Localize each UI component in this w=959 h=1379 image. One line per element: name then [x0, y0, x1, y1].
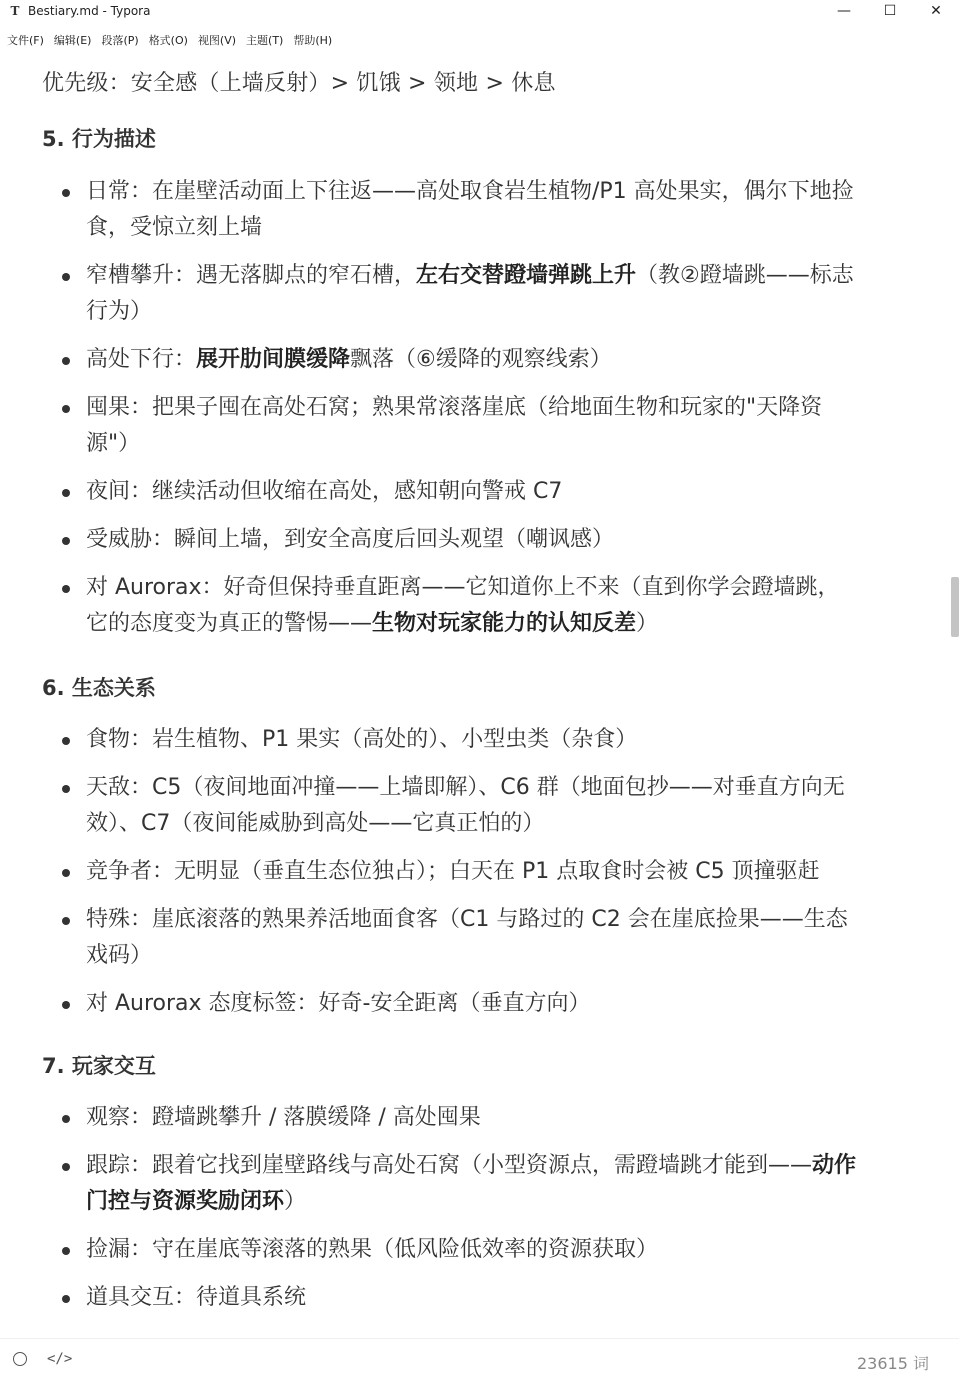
text-run: 对 Aurorax 态度标签：好奇-安全距离（垂直方向） — [86, 991, 591, 1016]
bold-text: 左右交替蹬墙弹跳上升 — [416, 263, 637, 288]
status-bar — [0, 1338, 959, 1379]
source-code-toggle-icon[interactable]: </> — [47, 1351, 73, 1367]
list-item — [0, 722, 900, 758]
bold-text: 动作门控与资源奖励闭环 — [86, 1153, 857, 1214]
list-item — [0, 902, 900, 974]
text-run: ） — [284, 1189, 307, 1214]
text-run: 天敌：C5（夜间地面冲撞——上墙即解）、C6 群（地面包抄——对垂直方向无效）、C7（夜间能威胁到高处——它真正怕的） — [86, 775, 845, 836]
list-item — [0, 570, 900, 642]
typora-logo-icon: T — [10, 4, 20, 18]
list-item — [0, 854, 900, 890]
menu-theme[interactable]: 主题(T) — [246, 34, 284, 47]
text-run: 高处下行： — [86, 347, 197, 372]
priority-line: 优先级：安全感（上墙反射）> 饥饿 > 领地 > 休息 — [42, 71, 556, 96]
minimize-button[interactable]: — — [837, 3, 851, 19]
text-run: 窄槽攀升：遇无落脚点的窄石槽， — [86, 263, 417, 288]
text-run: 食物：岩生植物、P1 果实（高处的）、小型虫类（杂食） — [86, 727, 638, 752]
section-heading: 5. 行为描述 — [42, 127, 156, 151]
text-run: 捡漏：守在崖底等滚落的熟果（低风险低效率的资源获取） — [86, 1237, 659, 1262]
menu-view[interactable]: 视图(V) — [197, 34, 237, 47]
close-button[interactable]: ✕ — [930, 3, 942, 19]
window-title: Bestiary.md - Typora — [28, 4, 151, 18]
text-run: 特殊：崖底滚落的熟果养活地面食客（C1 与路过的 C2 会在崖底捡果——生态戏码） — [86, 907, 848, 968]
circle-icon[interactable] — [13, 1352, 27, 1366]
text-run: 道具交互：待道具系统 — [86, 1285, 307, 1310]
list-item — [0, 1232, 900, 1268]
scrollbar-thumb[interactable] — [951, 577, 959, 637]
menu-paragraph[interactable]: 段落(P) — [101, 34, 139, 47]
maximize-button[interactable]: ☐ — [883, 3, 897, 19]
list-item — [0, 522, 900, 558]
list-item — [0, 390, 900, 462]
list-item — [0, 986, 900, 1022]
section-list — [0, 1100, 900, 1328]
section-heading: 7. 玩家交互 — [42, 1054, 156, 1078]
menu-bar — [0, 30, 959, 50]
list-item — [0, 1280, 900, 1316]
editor-content[interactable] — [0, 56, 940, 1336]
text-run: 跟踪：跟着它找到崖壁路线与高处石窝（小型资源点，需蹬墙跳才能到—— — [86, 1153, 813, 1178]
text-run: 囤果：把果子囤在高处石窝；熟果常滚落崖底（给地面生物和玩家的"天降资源"） — [86, 395, 823, 456]
section-list — [0, 722, 900, 1034]
bold-text: 展开肋间膜缓降 — [196, 347, 351, 372]
text-run: 夜间：继续活动但收缩在高处，感知朝向警戒 C7 — [86, 479, 563, 504]
section-heading: 6. 生态关系 — [42, 676, 156, 700]
text-run: 对 Aurorax：好奇但保持垂直距离——它知道你上不来（直到你学会蹬墙跳，它的态度变为真正的警惕—— — [86, 575, 840, 636]
text-run: 观察：蹬墙跳攀升 / 落膜缓降 / 高处囤果 — [86, 1105, 481, 1130]
menu-file[interactable]: 文件(F) — [7, 34, 44, 47]
text-run: （教②蹬墙跳——标志行为） — [86, 263, 854, 324]
list-item — [0, 1148, 900, 1220]
list-item — [0, 1100, 900, 1136]
bold-text: 生物对玩家能力的认知反差 — [372, 611, 637, 636]
word-count[interactable]: 23615 词 — [857, 1354, 929, 1373]
menu-help[interactable]: 帮助(H) — [293, 34, 333, 47]
list-item — [0, 342, 900, 378]
section-list — [0, 174, 900, 654]
menu-edit[interactable]: 编辑(E) — [53, 34, 92, 47]
window-controls — [821, 0, 959, 22]
text-run: 竞争者：无明显（垂直生态位独占）；白天在 P1 点取食时会被 C5 顶撞驱赶 — [86, 859, 820, 884]
text-run: 飘落（⑥缓降的观察线索） — [350, 347, 612, 372]
text-run: ） — [636, 611, 659, 636]
list-item — [0, 174, 900, 246]
text-run: 日常：在崖壁活动面上下往返——高处取食岩生植物/P1 高处果实，偶尔下地捡食，受惊立刻上墙 — [86, 179, 854, 240]
list-item — [0, 474, 900, 510]
menu-format[interactable]: 格式(O) — [148, 34, 188, 47]
list-item — [0, 258, 900, 330]
list-item — [0, 770, 900, 842]
text-run: 受威胁：瞬间上墙，到安全高度后回头观望（嘲讽感） — [86, 527, 615, 552]
title-bar — [0, 0, 959, 22]
